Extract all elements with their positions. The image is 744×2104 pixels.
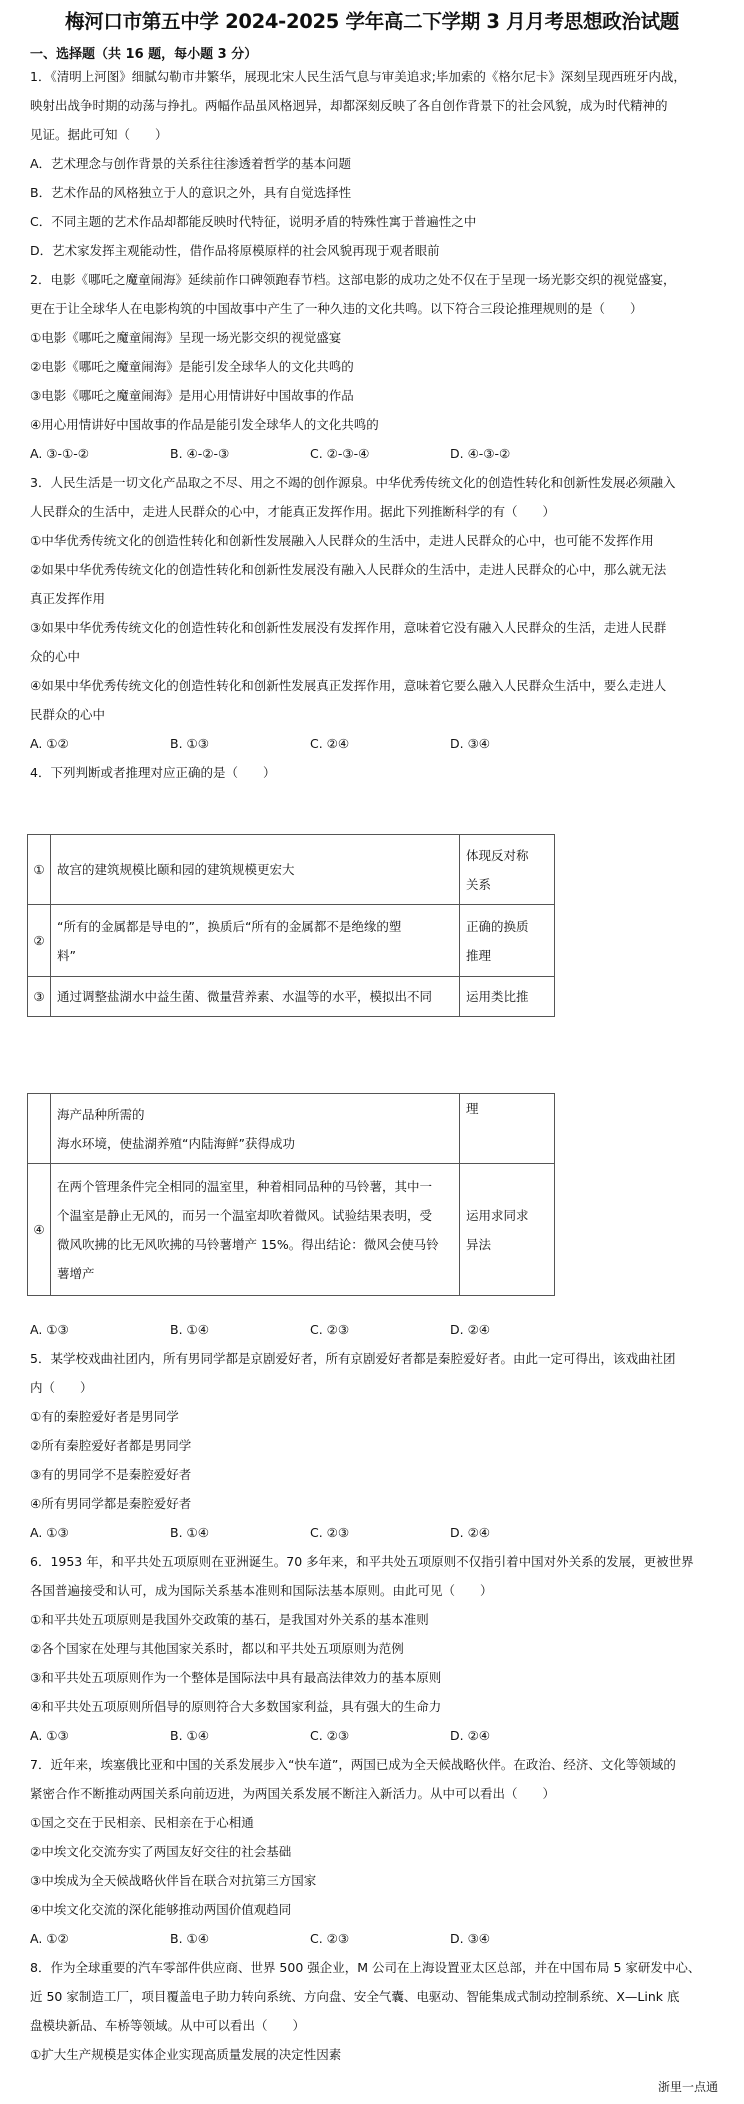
cell-line: 理	[466, 1101, 479, 1116]
row-type	[460, 835, 555, 905]
q7-options	[30, 1924, 720, 1953]
table-row	[28, 1094, 555, 1164]
q3-option-c[interactable]: C. ②④	[310, 736, 350, 751]
q6-stem-line: 6．1953 年，和平共处五项原则在亚洲诞生。70 多年来，和平共处五项原则不仅指引着中国对外关系的发展，更被世界	[30, 1554, 694, 1569]
questions-1-3	[30, 62, 720, 787]
q1-stem-line: 见证。据此可知（ ）	[30, 127, 168, 142]
row-type	[460, 905, 555, 977]
question-3	[30, 468, 720, 758]
question-8	[30, 1953, 720, 2069]
row-number: ③	[28, 977, 51, 1017]
q3-option-b[interactable]: B. ①③	[170, 736, 209, 751]
q2-item: ①电影《哪吒之魔童闹海》呈现一场光影交织的视觉盛宴	[30, 330, 342, 345]
q3-stem-line: 人民群众的生活中，走进人民群众的心中，才能真正发挥作用。据此下列推断科学的有（ ）	[30, 504, 556, 519]
q2-option-b[interactable]: B. ④-②-③	[170, 446, 230, 461]
q2-item: ②电影《哪吒之魔童闹海》是能引发全球华人的文化共鸣的	[30, 359, 354, 374]
question-7	[30, 1750, 720, 1953]
q1-option-d[interactable]: D．艺术家发挥主观能动性，借作品将原模原样的社会风貌再现于观者眼前	[30, 243, 440, 258]
exam-title: 梅河口市第五中学 2024-2025 学年高二下学期 3 月月考思想政治试题	[65, 10, 679, 33]
cell-line: 运用类比推	[466, 989, 529, 1004]
table-row	[28, 977, 555, 1017]
q2-option-c[interactable]: C. ②-③-④	[310, 446, 370, 461]
q6-option-b[interactable]: B. ①④	[170, 1728, 209, 1743]
q7-item: ②中埃文化交流夯实了两国友好交往的社会基础	[30, 1844, 292, 1859]
cell-line: 薯增产	[57, 1265, 95, 1281]
q7-option-a[interactable]: A. ①②	[30, 1931, 69, 1946]
q3-option-d[interactable]: D. ③④	[450, 736, 490, 751]
q8-stem-line: 8．作为全球重要的汽车零部件供应商、世界 500 强企业，M 公司在上海设置亚太区总部，并在中国布局 5 家研发中心、	[30, 1960, 701, 1975]
q1-option-c[interactable]: C．不同主题的艺术作品却都能反映时代特征，说明矛盾的特殊性寓于普遍性之中	[30, 214, 477, 229]
q5-stem-line: 内（ ）	[30, 1380, 93, 1395]
q2-option-a[interactable]: A. ③-①-②	[30, 446, 89, 461]
q7-option-b[interactable]: B. ①④	[170, 1931, 209, 1946]
q8-stem-line: 盘模块新品、车桥等领域。从中可以看出（ ）	[30, 2018, 306, 2033]
row-statement	[51, 905, 460, 977]
q7-item: ③中埃成为全天候战略伙伴旨在联合对抗第三方国家	[30, 1873, 317, 1888]
q3-item: ①中华优秀传统文化的创造性转化和创新性发展融入人民群众的生活中，走进人民群众的心中，也可能不发挥作用	[30, 533, 654, 548]
q5-option-d[interactable]: D. ②④	[450, 1525, 490, 1540]
cell-line: 在两个管理条件完全相同的温室里，种着相同品种的马铃薯，其中一	[57, 1178, 433, 1194]
question-6	[30, 1547, 720, 1750]
table-row	[28, 905, 555, 977]
q4-option-b[interactable]: B. ①④	[170, 1322, 209, 1337]
row-statement	[51, 977, 460, 1017]
q1-stem-line: 映射出战争时期的动荡与挣扎。两幅作品虽风格迥异，却都深刻反映了各自创作背景下的社会风貌，成为时代精神的	[30, 98, 668, 113]
q4-stem: 4．下列判断或者推理对应正确的是（ ）	[30, 765, 276, 780]
q6-option-c[interactable]: C. ②③	[310, 1728, 350, 1743]
table-row	[28, 835, 555, 905]
cell-line: 料”	[57, 947, 76, 963]
q3-option-a[interactable]: A. ①②	[30, 736, 69, 751]
cell-line: 海产品种所需的	[57, 1106, 145, 1122]
row-type	[460, 977, 555, 1017]
q5-option-b[interactable]: B. ①④	[170, 1525, 209, 1540]
q3-item: ②如果中华优秀传统文化的创造性转化和创新性发展没有融入人民群众的生活中，走进人民群众的心中，那么就无法	[30, 562, 667, 577]
q4-option-c[interactable]: C. ②③	[310, 1322, 350, 1337]
q4-table-part1	[27, 834, 555, 1017]
q3-item-cont: 真正发挥作用	[30, 591, 106, 606]
section-heading: 一、选择题（共 16 题，每小题 3 分）	[30, 47, 258, 62]
cell-line: 运用求同求	[466, 1207, 529, 1223]
q6-item: ①和平共处五项原则是我国外交政策的基石，是我国对外关系的基本准则	[30, 1612, 429, 1627]
q6-option-a[interactable]: A. ①③	[30, 1728, 69, 1743]
q2-stem-line: 更在于让全球华人在电影构筑的中国故事中产生了一种久违的文化共鸣。以下符合三段论推理规则的是（ ）	[30, 301, 643, 316]
cell-line: 推理	[466, 947, 492, 963]
row-type	[460, 1164, 555, 1296]
q6-option-d[interactable]: D. ②④	[450, 1728, 490, 1743]
cell-line: 故宫的建筑规模比颐和园的建筑规模更宏大	[57, 862, 295, 877]
q6-item: ②各个国家在处理与其他国家关系时，都以和平共处五项原则为范例	[30, 1641, 404, 1656]
q1-stem-line: 1．《清明上河图》细腻勾勒市井繁华，展现北宋人民生活气息与审美追求;毕加索的《格尔尼卡》深刻呈现西班牙内战，	[30, 69, 686, 84]
table-row	[28, 1164, 555, 1296]
q4-table-part2	[27, 1093, 555, 1296]
cell-line: 异法	[466, 1236, 492, 1252]
q3-item: ④如果中华优秀传统文化的创造性转化和创新性发展真正发挥作用，意味着它要么融入人民群众生活中，要么走进人	[30, 678, 667, 693]
q2-item: ③电影《哪吒之魔童闹海》是用心用情讲好中国故事的作品	[30, 388, 354, 403]
q7-item: ①国之交在于民相亲、民相亲在于心相通	[30, 1815, 254, 1830]
q5-options	[30, 1518, 720, 1547]
q3-item-cont: 众的心中	[30, 649, 81, 664]
q7-option-d[interactable]: D. ③④	[450, 1931, 490, 1946]
q4-option-d[interactable]: D. ②④	[450, 1322, 490, 1337]
question-5	[30, 1344, 720, 1547]
q6-item: ③和平共处五项原则作为一个整体是国际法中具有最高法律效力的基本原则	[30, 1670, 442, 1685]
q6-stem-line: 各国普遍接受和认可，成为国际关系基本准则和国际法基本原则。由此可见（ ）	[30, 1583, 493, 1598]
row-number: ④	[28, 1164, 51, 1296]
q4-options	[30, 1315, 720, 1344]
q5-item: ②所有秦腔爱好者都是男同学	[30, 1438, 192, 1453]
q5-option-a[interactable]: A. ①③	[30, 1525, 69, 1540]
q5-item: ①有的秦腔爱好者是男同学	[30, 1409, 179, 1424]
q8-stem-line: 近 50 家制造工厂，项目覆盖电子助力转向系统、方向盘、安全气囊、电驱动、智能集成式制动控制系统、X—Link 底	[30, 1989, 680, 2004]
q6-options	[30, 1721, 720, 1750]
q7-stem-line: 7．近年来，埃塞俄比亚和中国的关系发展步入“快车道”，两国已成为全天候战略伙伴。在政治、经济、文化等领域的	[30, 1757, 676, 1772]
cell-line: 通过调整盐湖水中益生菌、微量营养素、水温等的水平，模拟出不同	[57, 989, 433, 1004]
q5-item: ③有的男同学不是秦腔爱好者	[30, 1467, 192, 1482]
cell-line: 海水环境，使盐湖养殖“内陆海鲜”获得成功	[57, 1135, 295, 1151]
q5-stem-line: 5．某学校戏曲社团内，所有男同学都是京剧爱好者，所有京剧爱好者都是秦腔爱好者。由此一定可得出，该戏曲社团	[30, 1351, 676, 1366]
q5-item: ④所有男同学都是秦腔爱好者	[30, 1496, 192, 1511]
question-2	[30, 265, 720, 468]
question-1	[30, 62, 720, 265]
questions-4-8	[30, 1315, 720, 2069]
q3-item-cont: 民群众的心中	[30, 707, 106, 722]
q6-item: ④和平共处五项原则所倡导的原则符合大多数国家利益，具有强大的生命力	[30, 1699, 442, 1714]
row-statement	[51, 1094, 460, 1164]
cell-line: 微风吹拂的比无风吹拂的马铃薯增产 15%。得出结论：微风会使马铃	[57, 1236, 439, 1252]
row-statement	[51, 1164, 460, 1296]
q2-stem-line: 2．电影《哪吒之魔童闹海》延续前作口碑领跑春节档。这部电影的成功之处不仅在于呈现一场光影交织的视觉盛宴，	[30, 272, 676, 287]
q7-item: ④中埃文化交流的深化能够推动两国价值观趋同	[30, 1902, 292, 1917]
q8-item: ①扩大生产规模是实体企业实现高质量发展的决定性因素	[30, 2047, 342, 2062]
q4-option-a[interactable]: A. ①③	[30, 1322, 69, 1337]
q2-options	[30, 439, 720, 468]
row-number: ②	[28, 905, 51, 977]
q5-option-c[interactable]: C. ②③	[310, 1525, 350, 1540]
cell-line: 关系	[466, 876, 492, 892]
q2-option-d[interactable]: D. ④-③-②	[450, 446, 511, 461]
q1-option-a[interactable]: A．艺术理念与创作背景的关系往往渗透着哲学的基本问题	[30, 156, 352, 171]
q3-options	[30, 729, 720, 758]
row-number: ①	[28, 835, 51, 905]
cell-line: 体现反对称	[466, 847, 529, 863]
q2-item: ④用心用情讲好中国故事的作品是能引发全球华人的文化共鸣的	[30, 417, 379, 432]
q1-option-b[interactable]: B．艺术作品的风格独立于人的意识之外，具有自觉选择性	[30, 185, 352, 200]
cell-line: 正确的换质	[466, 918, 529, 934]
cell-line: “所有的金属都是导电的”，换质后“所有的金属都不是绝缘的塑	[57, 918, 402, 934]
cell-line: 个温室是静止无风的，而另一个温室却吹着微风。试验结果表明，受	[57, 1207, 433, 1223]
q3-stem-line: 3．人民生活是一切文化产品取之不尽、用之不竭的创作源泉。中华优秀传统文化的创造性转化和创新性发展必须融入	[30, 475, 676, 490]
q7-option-c[interactable]: C. ②③	[310, 1931, 350, 1946]
row-statement	[51, 835, 460, 905]
footer-watermark: 浙里一点通	[657, 2080, 718, 2094]
row-number	[28, 1094, 51, 1164]
q3-item: ③如果中华优秀传统文化的创造性转化和创新性发展没有发挥作用，意味着它没有融入人民群众的生活，走进人民群	[30, 620, 667, 635]
row-type	[460, 1094, 555, 1164]
q7-stem-line: 紧密合作不断推动两国关系向前迈进，为两国关系发展不断注入新活力。从中可以看出（ ）	[30, 1786, 556, 1801]
